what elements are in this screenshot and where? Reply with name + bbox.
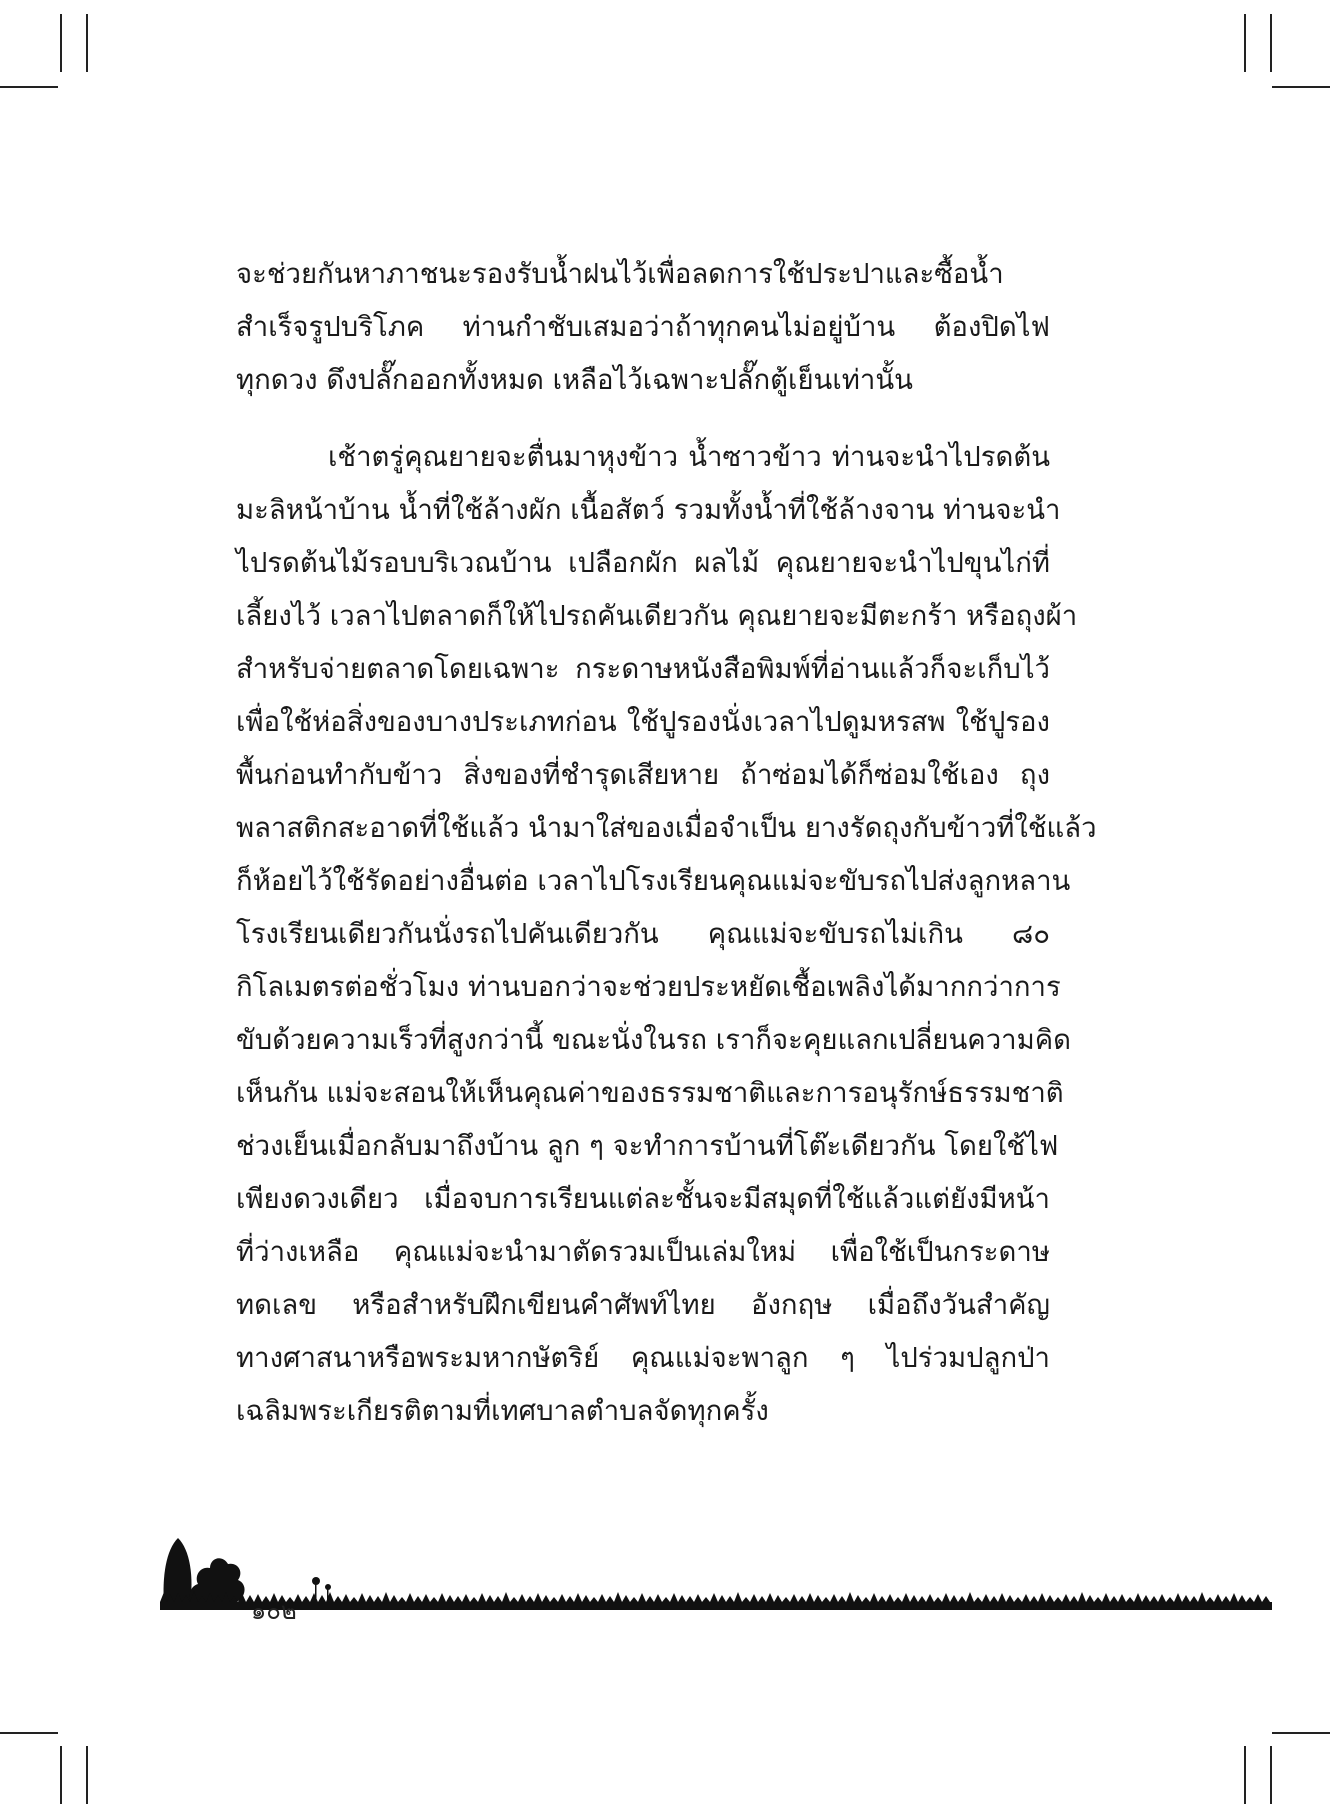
text-line: โรงเรียนเดียวกันนั่งรถไปคันเดียวกัน คุณแม่จะขับรถไม่เกิน ๘๐ xyxy=(236,918,1050,950)
crop-mark xyxy=(0,1732,58,1734)
text-line: ขับด้วยความเร็วที่สูงกว่านี้ ขณะนั่งในรถ เราก็จะคุยแลกเปลี่ยนความคิด xyxy=(236,1024,1071,1056)
footer-tree-grass-illustration xyxy=(160,1536,1272,1610)
crop-mark xyxy=(60,1746,62,1804)
text-line: ไปรดต้นไม้รอบบริเวณบ้าน เปลือกผัก ผลไม้ คุณยายจะนำไปขุนไก่ที่ xyxy=(236,547,1050,579)
body-text xyxy=(236,248,1097,1438)
text-line: เช้าตรู่คุณยายจะตื่นมาหุงข้าว น้ำซาวข้าว ท่านจะนำไปรดต้น xyxy=(328,441,1050,473)
text-line: สำเร็จรูปบริโภค ท่านกำชับเสมอว่าถ้าทุกคนไม่อยู่บ้าน ต้องปิดไฟ xyxy=(236,311,1050,343)
text-line: ก็ห้อยไว้ใช้รัดอย่างอื่นต่อ เวลาไปโรงเรียนคุณแม่จะขับรถไปส่งลูกหลาน xyxy=(236,865,1071,897)
text-line: พลาสติกสะอาดที่ใช้แล้ว นำมาใส่ของเมื่อจำเป็น ยางรัดถุงกับข้าวที่ใช้แล้ว xyxy=(236,812,1097,844)
text-line: ทางศาสนาหรือพระมหากษัตริย์ คุณแม่จะพาลูก ๆ ไปร่วมปลูกป่า xyxy=(236,1342,1050,1374)
crop-mark xyxy=(1272,86,1330,88)
text-line: กิโลเมตรต่อชั่วโมง ท่านบอกว่าจะช่วยประหยัดเชื้อเพลิงได้มากกว่าการ xyxy=(236,971,1061,1003)
text-line: สำหรับจ่ายตลาดโดยเฉพาะ กระดาษหนังสือพิมพ์ที่อ่านแล้วก็จะเก็บไว้ xyxy=(236,653,1050,685)
text-line: พื้นก่อนทำกับข้าว สิ่งของที่ชำรุดเสียหาย ถ้าซ่อมได้ก็ซ่อมใช้เอง ถุง xyxy=(236,759,1050,791)
text-line: จะช่วยกันหาภาชนะรองรับน้ำฝนไว้เพื่อลดการใช้ประปาและซื้อน้ำ xyxy=(236,258,1004,290)
text-line: ทุกดวง ดึงปลั๊กออกทั้งหมด เหลือไว้เฉพาะปลั๊กตู้เย็นเท่านั้น xyxy=(236,364,913,396)
text-line: มะลิหน้าบ้าน น้ำที่ใช้ล้างผัก เนื้อสัตว์ รวมทั้งน้ำที่ใช้ล้างจาน ท่านจะนำ xyxy=(236,494,1061,526)
crop-mark xyxy=(1272,1732,1330,1734)
text-line: เพียงดวงเดียว เมื่อจบการเรียนแต่ละชั้นจะมีสมุดที่ใช้แล้วแต่ยังมีหน้า xyxy=(236,1183,1050,1215)
crop-mark xyxy=(1244,14,1246,72)
text-line: ที่ว่างเหลือ คุณแม่จะนำมาตัดรวมเป็นเล่มใหม่ เพื่อใช้เป็นกระดาษ xyxy=(236,1236,1050,1268)
crop-mark xyxy=(86,14,88,72)
grass-icon xyxy=(160,1591,1272,1606)
text-line: ทดเลข หรือสำหรับฝึกเขียนคำศัพท์ไทย อังกฤษ เมื่อถึงวันสำคัญ xyxy=(236,1289,1050,1321)
text-line: เฉลิมพระเกียรติตามที่เทศบาลตำบลจัดทุกครั้ง xyxy=(236,1395,769,1427)
crop-mark xyxy=(1270,1746,1272,1804)
paragraph-2 xyxy=(236,431,1097,1438)
text-line: เพื่อใช้ห่อสิ่งของบางประเภทก่อน ใช้ปูรองนั่งเวลาไปดูมหรสพ ใช้ปูรอง xyxy=(236,706,1050,738)
text-line: ช่วงเย็นเมื่อกลับมาถึงบ้าน ลูก ๆ จะทำการบ้านที่โต๊ะเดียวกัน โดยใช้ไฟ xyxy=(236,1130,1059,1162)
page-number: ๑๐๒ xyxy=(251,1597,297,1625)
crop-mark xyxy=(1244,1746,1246,1804)
paragraph-1 xyxy=(236,248,1050,407)
crop-mark xyxy=(60,14,62,72)
text-line: เห็นกัน แม่จะสอนให้เห็นคุณค่าของธรรมชาติและการอนุรักษ์ธรรมชาติ xyxy=(236,1077,1064,1109)
crop-mark xyxy=(86,1746,88,1804)
text-line: เลี้ยงไว้ เวลาไปตลาดก็ให้ไปรถคันเดียวกัน คุณยายจะมีตะกร้า หรือถุงผ้า xyxy=(236,600,1078,632)
crop-mark xyxy=(0,86,58,88)
crop-mark xyxy=(1270,14,1272,72)
